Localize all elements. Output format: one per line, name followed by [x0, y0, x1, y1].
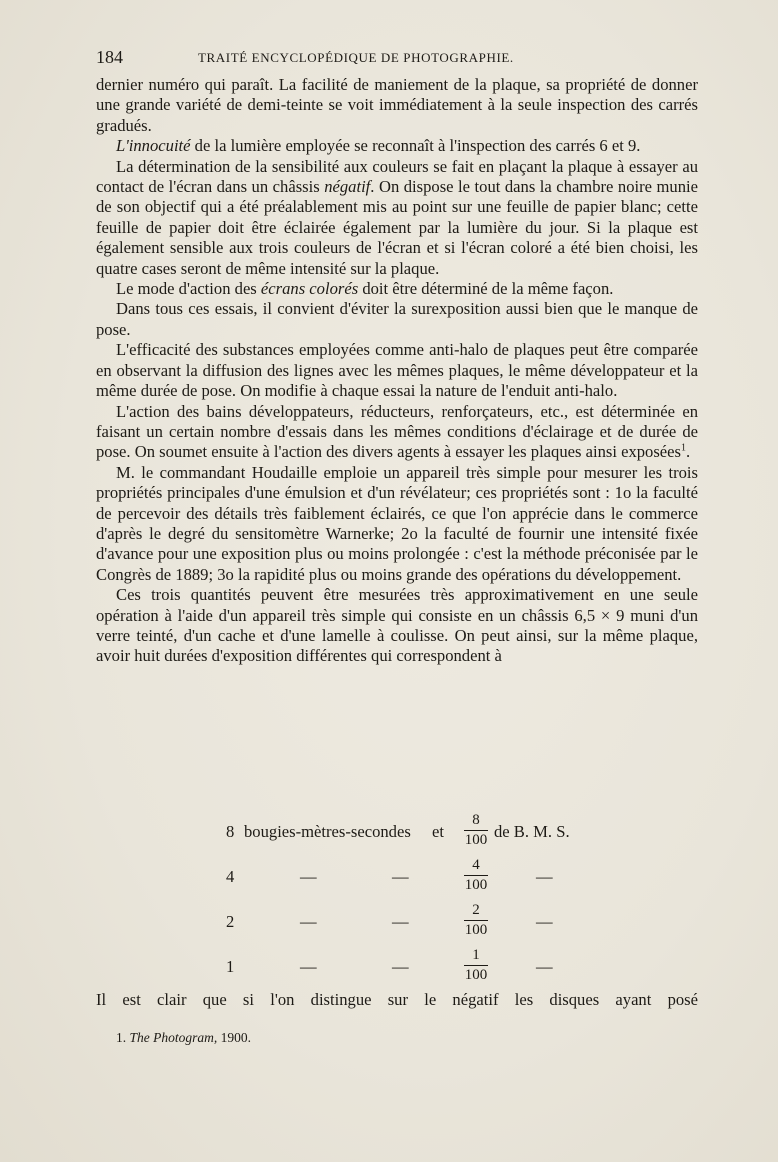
exposure-row [0, 857, 778, 897]
paragraph-innocuity: L'innocuité de la lumière employée se reconnaît à l'inspection des carrés 6 et 9. [116, 136, 641, 156]
page-header [96, 47, 696, 69]
fraction-denominator: 100 [464, 832, 488, 848]
ditto-dash: — [300, 912, 317, 931]
paragraph-continued: dernier numéro qui paraît. La facilité de maniement de la plaque, sa propriété de donner une grande variété de demi-teinte se voit immédiatement à la seule inspection des carrés gradués. [96, 75, 698, 135]
footnote [116, 1030, 251, 1046]
paragraph-developer-baths: L'action des bains développateurs, réducteurs, renforçateurs, etc., est déterminée en faisant un certain nombre d'essais dans les mêmes conditions d'éclairage et de durée de pose. On soumet ensuite à l'action des divers agents à essayer les plaques ainsi exposées$^1$. [96, 401, 698, 462]
fraction-numerator: 2 [472, 902, 480, 918]
italic-term: négatif [324, 177, 371, 197]
footnote-year: 1900. [220, 1030, 251, 1045]
paragraph-overexposure: Dans tous ces essais, il convient d'éviter la surexposition aussi bien que le manque de pose. [96, 299, 698, 339]
fraction-bar [464, 920, 488, 921]
body-text [96, 75, 698, 667]
fraction [464, 857, 488, 894]
conjunction: et [432, 822, 444, 841]
ditto-dash: — [392, 912, 409, 931]
paragraph-conclusion: Il est clair que si l'on distingue sur le négatif les disques ayant posé [96, 990, 698, 1009]
exposure-row [0, 812, 778, 852]
footnote-number: 1. [116, 1030, 127, 1045]
italic-term: L'innocuité [116, 136, 191, 156]
ditto-dash: — [300, 957, 317, 976]
paragraph-houdaille: M. le commandant Houdaille emploie un appareil très simple pour mesurer les trois propriétés principales d'une émulsion et d'un révélateur; ces propriétés sont : 1o la faculté de percevoir des détails très faiblement éclairés, ce que l'on apprécie dans le commerce d'après le degré du sensitomètre Warnerke; 2o la faculté de fournir une intensité fixée d'avance pour une exposition plus ou moins prolongée : c'est la méthode préconisée par le Congrès de 1889; 3o la rapidité plus ou moins grande des opérations du développement. [96, 462, 698, 584]
fraction [464, 947, 488, 984]
paragraph-anti-halo: L'efficacité des substances employées comme anti-halo de plaques peut être comparée en observant la diffusion des lignes avec les mêmes plaques, le même développateur et la même durée de pose. On modifie à chaque essai la nature de l'enduit anti-halo. [96, 340, 698, 401]
fraction [464, 812, 488, 849]
fraction-bar [464, 965, 488, 966]
fraction-denominator: 100 [464, 967, 488, 983]
paragraph-colored-screens: Le mode d'action des écrans colorés doit être déterminé de la même façon. [116, 279, 614, 299]
italic-term: écrans colorés [260, 279, 359, 299]
exposure-row [0, 947, 778, 987]
fraction-denominator: 100 [464, 877, 488, 893]
fraction [464, 902, 488, 939]
ditto-dash: — [536, 957, 553, 976]
exposure-value: 4 [226, 867, 235, 886]
exposure-table [0, 812, 778, 987]
exposure-value: 2 [226, 912, 235, 931]
fraction-numerator: 8 [472, 812, 480, 828]
footnote-reference: 1 [681, 442, 686, 454]
running-title: TRAITÉ ENCYCLOPÉDIQUE DE PHOTOGRAPHIE. [198, 50, 514, 65]
ditto-dash: — [300, 867, 317, 886]
footnote-title: The Photogram, [129, 1030, 218, 1045]
ditto-dash: — [536, 867, 553, 886]
ditto-dash: — [392, 867, 409, 886]
page-number: 184 [96, 47, 123, 67]
fraction-numerator: 4 [472, 857, 480, 873]
exposure-value: 1 [226, 957, 235, 976]
paragraph-color-sensitivity: La détermination de la sensibilité aux couleurs se fait en plaçant la plaque à essayer au contact de l'écran dans un châssis négatif. On dispose le tout dans la chambre noire munie de son objectif qui a été préalablement mis au point sur une feuille de papier blanc; cette feuille de papier doit être éclairée également par la lumière du jour. Si la plaque est également sensible aux trois couleurs de l'écran et si l'écran coloré a été bien choisi, les quatre cases seront de même intensité sur la plaque. [96, 156, 698, 278]
fraction-bar [464, 875, 488, 876]
exposure-value: 8 [226, 822, 235, 841]
bms-unit: de B. M. S. [494, 822, 570, 841]
exposure-unit-label: bougies-mètres-secondes [244, 822, 411, 841]
paragraph-three-quantities: Ces trois quantités peuvent être mesurées très approximativement en une seule opération à l'aide d'un appareil très simple qui consiste en un châssis 6,5 × 9 muni d'un verre teinté, d'un cache et d'une lamelle à coulisse. On peut ainsi, sur la même plaque, avoir huit durées d'exposition différentes qui correspondent à [96, 585, 698, 666]
fraction-bar [464, 830, 488, 831]
fraction-numerator: 1 [472, 947, 480, 963]
ditto-dash: — [536, 912, 553, 931]
exposure-row [0, 902, 778, 942]
fraction-denominator: 100 [464, 922, 488, 938]
ditto-dash: — [392, 957, 409, 976]
